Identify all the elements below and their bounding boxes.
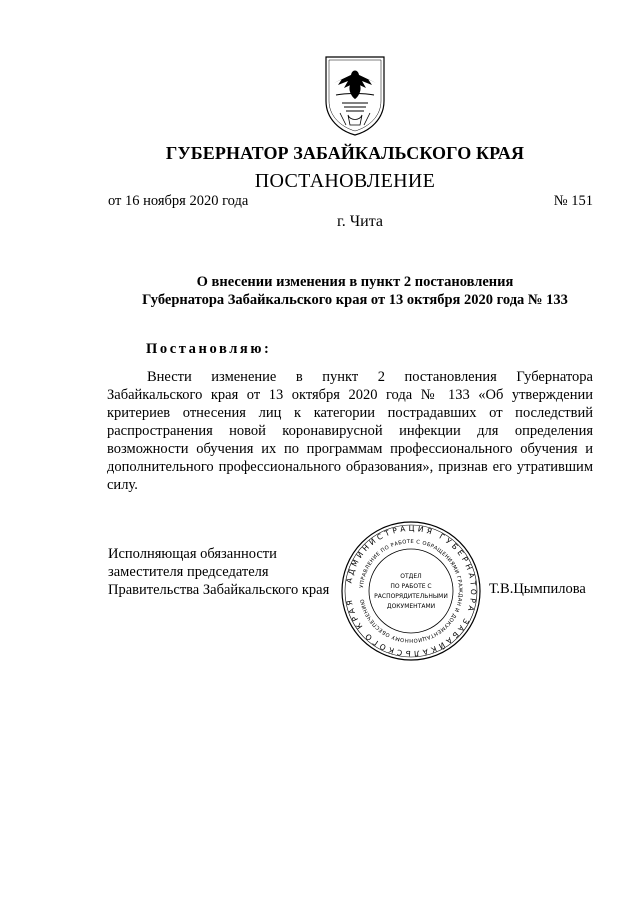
- signature-line-1: Исполняющая обязанности: [108, 546, 277, 562]
- signer-name: Т.В.Цымпилова: [489, 581, 586, 597]
- signature-position: [108, 545, 329, 599]
- stamp-center-line-2: ПО РАБОТЕ С: [390, 583, 432, 590]
- stamp-center-line-3: РАСПОРЯДИТЕЛЬНЫМИ: [374, 593, 448, 600]
- signature-line-3: Правительства Забайкальского края: [108, 582, 330, 598]
- title-line-2: Губернатора Забайкальского края от 13 октября 2020 года № 133: [142, 292, 568, 308]
- official-stamp: [340, 520, 482, 662]
- body-paragraph: Внести изменение в пункт 2 постановления Губернатора Забайкальского края от 13 октября 2020 года № 133 «Об утверждении критериев отнесения лиц к категории пострадавших от последствий распространения новой коронавирусной инфекции для определения возможности обучения их по программам профессионального обучения и дополнительного профессионального образования», признав его утратившим силу.: [107, 369, 593, 493]
- document-number: № 151: [553, 193, 593, 209]
- stamp-center-line-4: ДОКУМЕНТАМИ: [386, 603, 436, 610]
- decree-word: Постановляю:: [146, 341, 272, 357]
- document-date: от 16 ноября 2020 года: [108, 193, 249, 209]
- signature-line-2: заместителя председателя: [108, 564, 269, 580]
- stamp-inner-text: УПРАВЛЕНИЕ ПО РАБОТЕ С ОБРАЩЕНИЯМИ ГРАЖДАН И ДОКУМЕНТАЦИОННОМУ ОБЕСПЕЧЕНИЮ: [359, 538, 464, 644]
- title-line-1: О внесении изменения в пункт 2 постановления: [196, 274, 514, 290]
- coat-of-arms-emblem: [322, 55, 388, 137]
- organization-title: ГУБЕРНАТОР ЗАБАЙКАЛЬСКОГО КРАЯ: [165, 143, 525, 163]
- document-title: [0, 273, 640, 309]
- document-city: г. Чита: [336, 213, 383, 230]
- stamp-center-line-1: ОТДЕЛ: [400, 573, 422, 580]
- document-type: ПОСТАНОВЛЕНИЕ: [254, 170, 436, 192]
- stamp-outer-text: АДМИНИСТРАЦИЯ ГУБЕРНАТОРА ЗАБАЙКАЛЬСКОГО КРАЯ: [344, 523, 479, 659]
- svg-text:УПРАВЛЕНИЕ ПО РАБОТЕ С ОБРАЩЕН: [359, 539, 463, 643]
